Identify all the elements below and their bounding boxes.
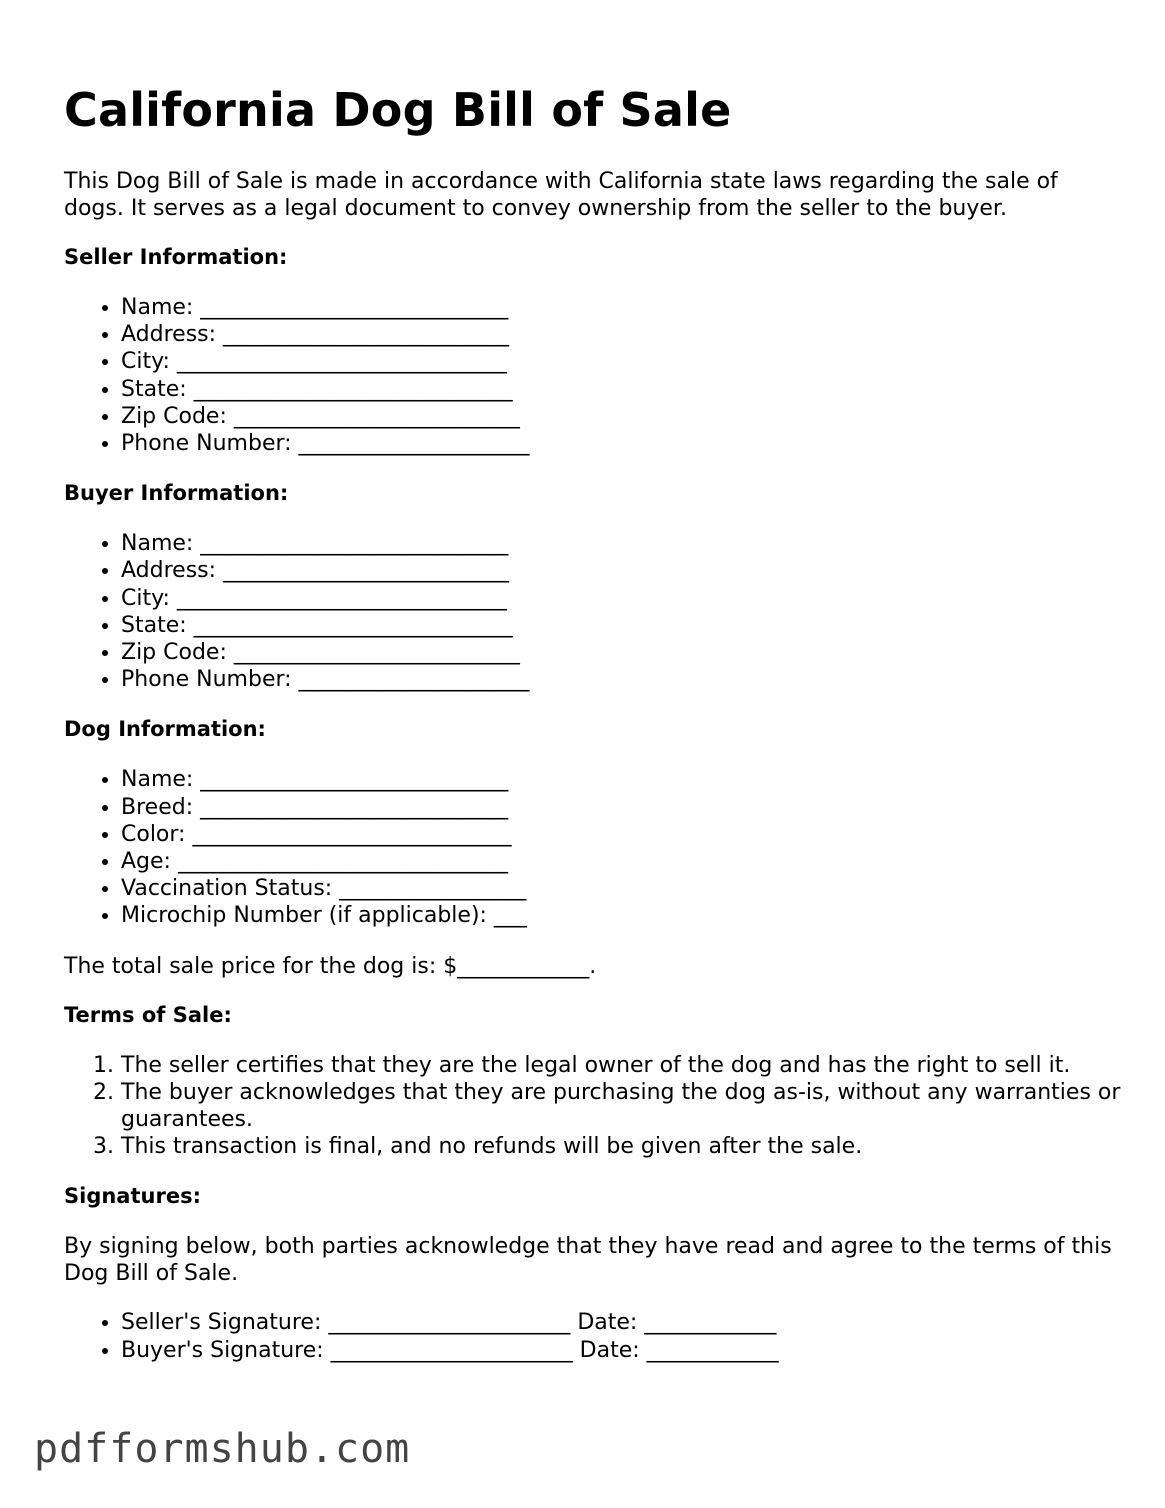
- signatures-heading: Signatures:: [64, 1184, 201, 1209]
- dog-color-field: • Color: _____________________________: [121, 821, 1124, 848]
- seller-city-field: • City: ______________________________: [121, 348, 1124, 375]
- dog-field-list: [64, 766, 1124, 929]
- signature-list: [64, 1309, 1124, 1363]
- buyer-heading: Buyer Information:: [64, 481, 289, 506]
- terms-item: 1. The seller certifies that they are the legal owner of the dog and has the right to sell it.: [121, 1052, 1124, 1079]
- dog-breed-field: • Breed: ____________________________: [121, 794, 1124, 821]
- seller-state-field: • State: _____________________________: [121, 376, 1124, 403]
- buyer-phone-field: • Phone Number: _____________________: [121, 666, 1124, 693]
- dog-heading: Dog Information:: [64, 717, 266, 742]
- terms-heading: Terms of Sale:: [64, 1002, 232, 1027]
- document-title: California Dog Bill of Sale: [64, 83, 732, 137]
- buyer-field-list: [64, 530, 1124, 693]
- dog-age-field: • Age: ______________________________: [121, 848, 1124, 875]
- buyer-city-field: • City: ______________________________: [121, 585, 1124, 612]
- signatures-paragraph: By signing below, both parties acknowledge that they have read and agree to the terms of this Dog Bill of Sale.: [64, 1234, 1112, 1287]
- seller-signature-line: • Seller's Signature: ______________________ Date: ____________: [121, 1309, 1124, 1336]
- buyer-signature-line: • Buyer's Signature: ______________________ Date: ____________: [121, 1337, 1124, 1364]
- terms-item: 3. This transaction is final, and no refunds will be given after the sale.: [121, 1133, 1124, 1160]
- dog-vaccination-field: • Vaccination Status: _________________: [121, 875, 1124, 902]
- buyer-zip-field: • Zip Code: __________________________: [121, 639, 1124, 666]
- watermark-text: pdfformshub.com: [34, 1426, 411, 1472]
- dog-name-field: • Name: ____________________________: [121, 766, 1124, 793]
- terms-item: 2. The buyer acknowledges that they are purchasing the dog as-is, without any warranties or guarantees.: [121, 1079, 1124, 1133]
- buyer-name-field: • Name: ____________________________: [121, 530, 1124, 557]
- sale-price-line: The total sale price for the dog is: $____________.: [64, 953, 597, 979]
- seller-phone-field: • Phone Number: _____________________: [121, 430, 1124, 457]
- seller-field-list: [64, 294, 1124, 457]
- buyer-address-field: • Address: __________________________: [121, 557, 1124, 584]
- seller-name-field: • Name: ____________________________: [121, 294, 1124, 321]
- seller-address-field: • Address: __________________________: [121, 321, 1124, 348]
- buyer-state-field: • State: _____________________________: [121, 612, 1124, 639]
- seller-zip-field: • Zip Code: __________________________: [121, 403, 1124, 430]
- seller-heading: Seller Information:: [64, 245, 288, 269]
- intro-paragraph: This Dog Bill of Sale is made in accordance with California state laws regarding the sale of dogs. It serves as a legal document to convey ownership from the seller to the buyer.: [64, 169, 1058, 221]
- document-page: [64, 78, 1124, 1387]
- terms-list: [64, 1052, 1124, 1161]
- dog-microchip-field: • Microchip Number (if applicable): ___: [121, 902, 1124, 929]
